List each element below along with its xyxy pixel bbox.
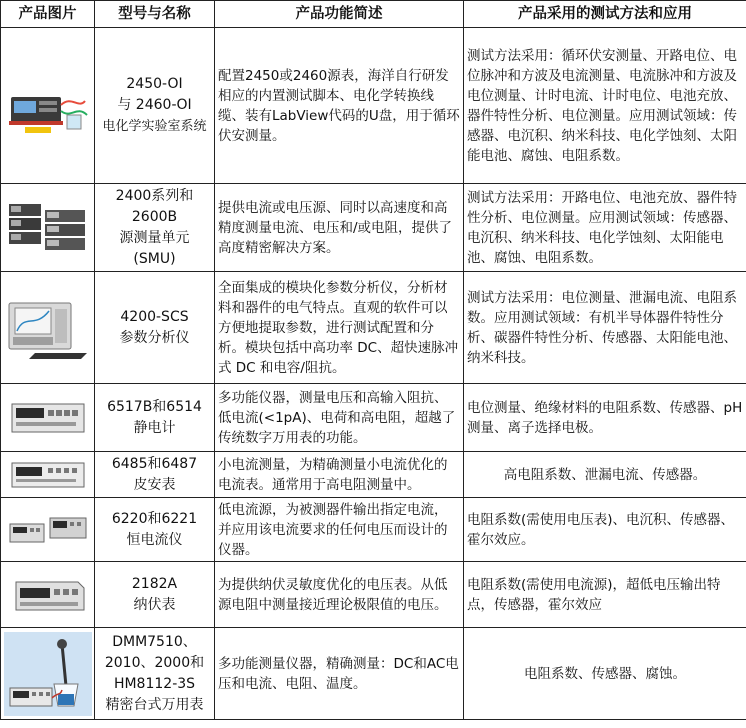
picoammeter-icon bbox=[8, 459, 88, 491]
current-source-icon bbox=[6, 510, 90, 550]
image-cell bbox=[1, 452, 95, 498]
image-cell bbox=[1, 28, 95, 184]
image-cell bbox=[1, 272, 95, 384]
header-image: 产品图片 bbox=[1, 1, 95, 28]
model-cell bbox=[95, 272, 215, 384]
model-line: 2010、2000和 bbox=[104, 654, 205, 671]
image-cell bbox=[1, 184, 95, 272]
application-cell: 电阻系数(需使用电压表)、电沉积、传感器、霍尔效应。 bbox=[464, 498, 746, 562]
model-line: 6220和6221 bbox=[111, 510, 198, 527]
application-cell: 电位测量、绝缘材料的电阻系数、传感器、pH测量、离子选择电极。 bbox=[464, 384, 746, 452]
application-cell: 高电阻系数、泄漏电流、传感器。 bbox=[464, 452, 746, 498]
description-cell: 全面集成的模块化参数分析仪，分析材料和器件的电气特点。直观的软件可以方便地提取参数，进行测试配置和分析。模块包括中高功率 DC、超快速脉冲式 DC 和电容/阻抗。 bbox=[215, 272, 464, 384]
model-line: 2400系列和 bbox=[115, 187, 194, 204]
model-line: 6517B和6514 bbox=[107, 398, 202, 415]
application-cell: 测试方法采用：开路电位、电池充放、器件特性分析、电位测量。应用测试领域：传感器、电沉积、纳米科技、电化学蚀刻、太阳能电池、腐蚀、电阻系数。 bbox=[464, 184, 746, 272]
table-row bbox=[1, 498, 746, 562]
model-line: 源测量单元 bbox=[119, 229, 190, 246]
header-application: 产品采用的测试方法和应用 bbox=[464, 1, 746, 28]
bench-multimeter-icon bbox=[4, 632, 92, 716]
application-cell: 测试方法采用：电位测量、泄漏电流、电阻系数。应用测试领域：有机半导体器件特性分析、碳器件特性分析、传感器、太阳能电池、纳米科技。 bbox=[464, 272, 746, 384]
smu-stack-icon bbox=[5, 196, 91, 260]
description-cell: 为提供纳伏灵敏度优化的电压表。从低源电阻中测量接近理论极限值的电压。 bbox=[215, 562, 464, 628]
header-row bbox=[1, 1, 746, 28]
nanovoltmeter-icon bbox=[8, 572, 88, 618]
model-line: HM8112-3S bbox=[113, 675, 196, 692]
model-line: 恒电流仪 bbox=[126, 531, 183, 548]
table-row bbox=[1, 184, 746, 272]
table-row bbox=[1, 452, 746, 498]
model-cell bbox=[95, 628, 215, 720]
model-line: 电化学实验室系统 bbox=[102, 119, 207, 134]
model-line: 2182A bbox=[131, 575, 178, 592]
model-line: 静电计 bbox=[133, 419, 176, 436]
electrometer-icon bbox=[8, 398, 88, 438]
description-cell: 多功能测量仪器，精确测量：DC和AC电压和电流、电阻、温度。 bbox=[215, 628, 464, 720]
image-cell bbox=[1, 384, 95, 452]
model-line: 皮安表 bbox=[133, 476, 176, 493]
image-cell bbox=[1, 628, 95, 720]
application-cell: 测试方法采用：循环伏安测量、开路电位、电位脉冲和方波及电流测量、电流脉冲和方波及电位测量、计时电流、计时电位、电池充放、器件特性分析、电位测量。应用测试领域：传感器、电沉积、纳米科技、电化学蚀刻、太阳能电池、腐蚀、电阻系数。 bbox=[464, 28, 746, 184]
table-row bbox=[1, 562, 746, 628]
model-cell bbox=[95, 562, 215, 628]
model-line: 与 2460-OI bbox=[117, 97, 192, 113]
model-line: DMM7510、 bbox=[112, 633, 197, 650]
model-line: 参数分析仪 bbox=[119, 329, 190, 346]
parameter-analyzer-icon bbox=[5, 293, 91, 363]
model-cell bbox=[95, 384, 215, 452]
description-cell: 配置2450或2460源表，海洋自行研发相应的内置测试脚本、电化学转换线缆、装有LabView代码的U盘，用于循环伏安测量。 bbox=[215, 28, 464, 184]
header-model: 型号与名称 bbox=[95, 1, 215, 28]
header-description: 产品功能简述 bbox=[215, 1, 464, 28]
table-row bbox=[1, 628, 746, 720]
description-cell: 多功能仪器，测量电压和高输入阻抗、低电流(<1pA)、电荷和高电阻，超越了传统数字万用表的功能。 bbox=[215, 384, 464, 452]
description-cell: 低电流源，为被测器件输出指定电流，并应用该电流要求的任何电压而设计的仪器。 bbox=[215, 498, 464, 562]
model-line: (SMU) bbox=[133, 250, 176, 267]
application-cell: 电阻系数、传感器、腐蚀。 bbox=[464, 628, 746, 720]
model-line: 纳伏表 bbox=[133, 596, 176, 613]
model-line: 精密台式万用表 bbox=[105, 696, 204, 713]
model-cell bbox=[95, 184, 215, 272]
model-cell bbox=[95, 28, 215, 184]
model-cell bbox=[95, 452, 215, 498]
table-row bbox=[1, 28, 746, 184]
table-row bbox=[1, 272, 746, 384]
description-cell: 小电流测量，为精确测量小电流优化的电流表。通常用于高电阻测量中。 bbox=[215, 452, 464, 498]
model-line: 6485和6487 bbox=[111, 455, 198, 472]
model-line: 2450-OI bbox=[126, 76, 183, 92]
model-line: 2600B bbox=[131, 208, 178, 225]
description-cell: 提供电流或电压源、同时以高速度和高精度测量电流、电压和/或电阻，提供了高度精密解决方案。 bbox=[215, 184, 464, 272]
image-cell bbox=[1, 562, 95, 628]
image-cell bbox=[1, 498, 95, 562]
model-cell bbox=[95, 498, 215, 562]
table-row bbox=[1, 384, 746, 452]
electrochemistry-lab-system-icon bbox=[5, 75, 91, 137]
application-cell: 电阻系数(需使用电流源)，超低电压输出特点，传感器，霍尔效应 bbox=[464, 562, 746, 628]
model-line: 4200-SCS bbox=[120, 308, 189, 325]
